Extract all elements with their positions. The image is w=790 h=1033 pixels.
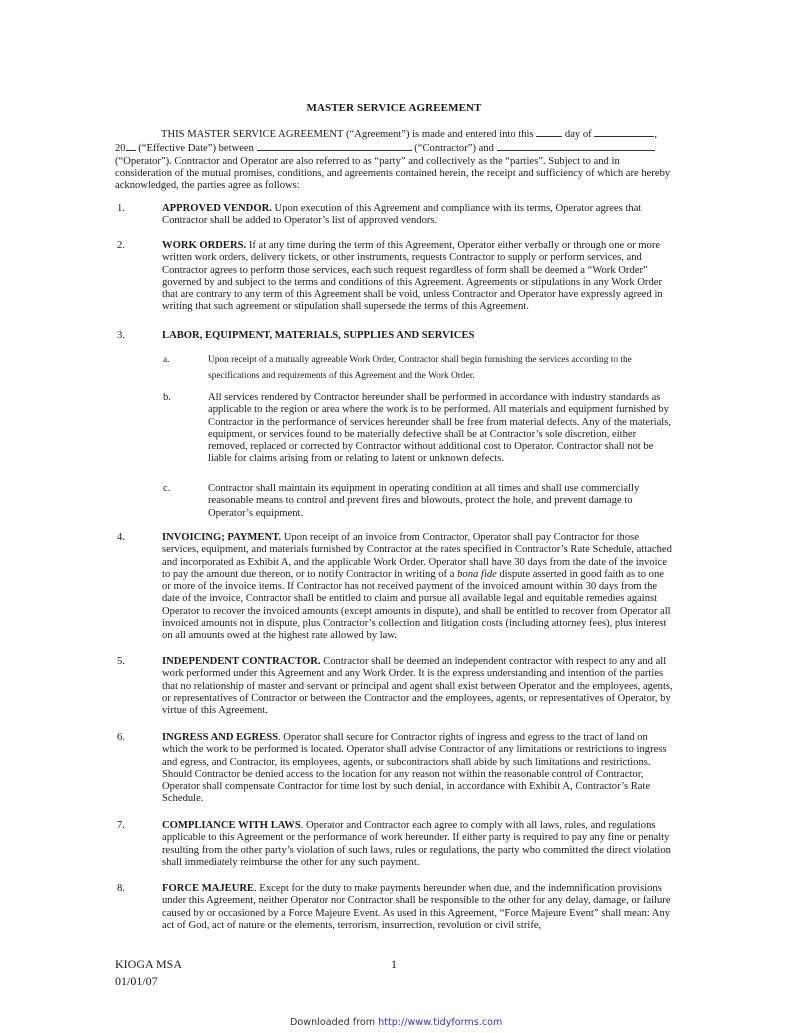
section-text: If at any time during the term of this Agreement, Operator either verbally or through one or more written work orders, delivery tickets, or other instruments, requests Contractor to supply or perform services, and Contractor agrees to perform those services, each such request regardless of form shall be deemed a “Work Order” governed by and subject to the terms and conditions of this Agreement. Agreements or stipulations in any Work Order that are contrary to any term of this Agreement shall be void, unless Contractor and Operator have expressly agreed in writing that such agreement or stipulation shall supersede the terms of this Agreement.	[162, 240, 663, 313]
subitem-a	[162, 352, 673, 384]
footer-date: 01/01/07	[115, 974, 158, 988]
subitem-b	[162, 392, 673, 466]
page-number: 1	[391, 957, 397, 971]
subitem-text: All services rendered by Contractor hereunder shall be performed in accordance with industry standards as applicable to the region or area where the work is to be performed. All materials and equipment furnished by Contractor in the performance of services hereunder shall be free from material defects. Any of the materials, equipment, or services found to be materially defective shall be at Contractor’s sole discretion, either removed, replaced or corrected by Contractor without additional cost to Operator. Contractor shall not be liable for claims arising from or relating to latent or unknown defects.	[208, 392, 671, 465]
section-text: Upon execution of this Agreement and compliance with its terms, Operator agrees that Contractor shall be added to Operator’s list of approved vendors.	[162, 203, 642, 227]
section-text: . Operator shall secure for Contractor rights of ingress and egress to the tract of land on which the work to be performed is located. Operator shall advise Contractor of any limitations or restrictions to ingress and egress, and Contractor, its employees, agents, or subcontractors shall abide by such limitations and restrictions. Should Contractor be denied access to the location for any reason not within the reasonable control of Contractor, Operator shall compensate Contractor for time lost by such denial, in accordance with Exhibit A, Contractor’s Rate Schedule.	[162, 732, 667, 805]
section-independent-contractor	[115, 656, 673, 717]
section-number: 2.	[117, 240, 125, 251]
subitem-text: Contractor shall maintain its equipment in operating condition at all times and shall use commercially reasonable means to control and prevent fires and blowouts, protect the hole, and prevent damage to Operator’s equipment.	[208, 483, 640, 519]
section-number: 4.	[117, 532, 125, 543]
section-ingress-egress	[115, 732, 673, 806]
section-text: . Operator and Contractor each agree to comply with all laws, rules, and regulations applicable to this Agreement or the performance of work hereunder. If either party is required to pay any fine or penalty resulting from the other party’s violation of such laws, rules or regulations, the party who committed the direct violation shall immediately reimburse the other for any such payment.	[162, 820, 671, 868]
download-prefix: Downloaded from	[290, 1017, 379, 1028]
day-blank-field[interactable]	[536, 127, 562, 137]
intro-text: (“Effective Date”) between	[135, 143, 257, 155]
intro-text: day of	[562, 129, 595, 140]
subitem-letter: b.	[163, 392, 171, 403]
section-work-orders	[115, 240, 673, 314]
section-heading: APPROVED VENDOR.	[162, 203, 272, 214]
intro-text: 20	[115, 143, 126, 155]
section-compliance-with-laws	[115, 820, 673, 869]
section-number: 3.	[117, 330, 125, 341]
subitem-letter: a.	[163, 355, 170, 365]
intro-line-1	[115, 127, 673, 141]
intro-text: THIS MASTER SERVICE AGREEMENT (“Agreement”) is made and entered into this	[161, 129, 537, 140]
section-text-italic: bona fide	[457, 568, 497, 580]
intro-text: ,	[654, 129, 657, 140]
section-text: Contractor shall be deemed an independent contractor with respect to any and all work performed under this Agreement and any Work Order. It is the express understanding and intention of the parties that no relationship of master and servant or principal and agent shall exist between Operator and the employees, agents, or representatives of Contractor or between the Contractor and the employees, agents, or representatives of Operator, by virtue of this Agreement.	[162, 656, 673, 717]
section-text: dispute asserted in good faith as to one or more of the invoice items. If Contractor has not received payment of the invoiced amount within 30 days from the date of the invoice, Contractor shall be entitled to claim and pursue all available legal and equitable remedies against Operator to recover the invoiced amounts (except amounts in dispute), and shall be entitled to recover from Operator all invoiced amounts not in dispute, plus Contractor’s collection and litigation costs (including attorney fees), plus interest on all amounts owed at the highest rate allowed by law.	[162, 568, 671, 642]
section-number: 1.	[117, 203, 125, 214]
section-number: 6.	[117, 732, 125, 743]
section-heading: FORCE MAJEURE	[162, 883, 255, 894]
subitem-c	[162, 483, 673, 520]
operator-blank-field[interactable]	[497, 141, 655, 151]
tidyforms-link[interactable]: http://www.tidyforms.com	[378, 1017, 503, 1028]
footer-doc-id: KIOGA MSA	[115, 957, 183, 971]
section-heading: COMPLIANCE WITH LAWS	[162, 820, 301, 831]
section-text: Upon receipt of an invoice from Contractor, Operator shall pay Contractor for those services, equipment, and materials furnished by Contractor at the rates specified in Contractor’s Rate Schedule, attached and incorporated as Exhibit A, and the applicable Work Order. Operator shall have 30 days from the date of the invoice to pay the amount due thereon, or to notify Contractor in writing of a	[162, 532, 672, 580]
section-text: . Except for the duty to make payments hereunder when due, and the indemnification provisions under this Agreement, neither Operator nor Contractor shall be responsible to the other for any delay, damage, or failure caused by or occasioned by a Force Majeure Event. As used in this Agreement, “Force Majeure Event” shall mean: Any act of God, act of nature or the elements, terrorism, insurrection, revolution or civil strife,	[162, 883, 671, 931]
section-heading: INVOICING; PAYMENT.	[162, 532, 282, 543]
intro-rest: (“Operator”). Contractor and Operator are also referred to as “party” and collectively as the “parties”. Subject to and in consideration of the mutual promises, conditions, and agreements contained herein, the receipt and sufficiency of which are hereby acknowledged, the parties agree as follows:	[115, 155, 671, 192]
download-banner	[290, 1017, 502, 1028]
section-heading: INGRESS AND EGRESS	[162, 732, 278, 743]
section-number: 5.	[117, 656, 125, 667]
year-blank-field[interactable]	[126, 141, 136, 151]
month-blank-field[interactable]	[594, 127, 654, 137]
section-heading: WORK ORDERS.	[162, 240, 247, 251]
intro-line-2	[115, 141, 673, 155]
subitem-text: Upon receipt of a mutually agreeable Work Order, Contractor shall begin furnishing the services according to the specifications and requirements of this Agreement and the Work Order.	[208, 355, 632, 381]
section-heading: INDEPENDENT CONTRACTOR.	[162, 656, 321, 667]
section-number: 7.	[117, 820, 125, 831]
page-footer	[115, 956, 182, 990]
contractor-blank-field[interactable]	[257, 141, 412, 151]
section-heading: LABOR, EQUIPMENT, MATERIALS, SUPPLIES AND SERVICES	[162, 330, 475, 341]
section-force-majeure	[115, 883, 673, 932]
subitem-letter: c.	[163, 483, 171, 494]
intro-paragraph	[115, 127, 673, 192]
section-approved-vendor	[115, 203, 673, 228]
section-labor-equipment	[115, 330, 673, 342]
section-invoicing-payment	[115, 532, 673, 643]
section-number: 8.	[117, 883, 125, 894]
intro-text: (“Contractor”) and	[411, 143, 497, 155]
document-title: MASTER SERVICE AGREEMENT	[306, 102, 482, 114]
